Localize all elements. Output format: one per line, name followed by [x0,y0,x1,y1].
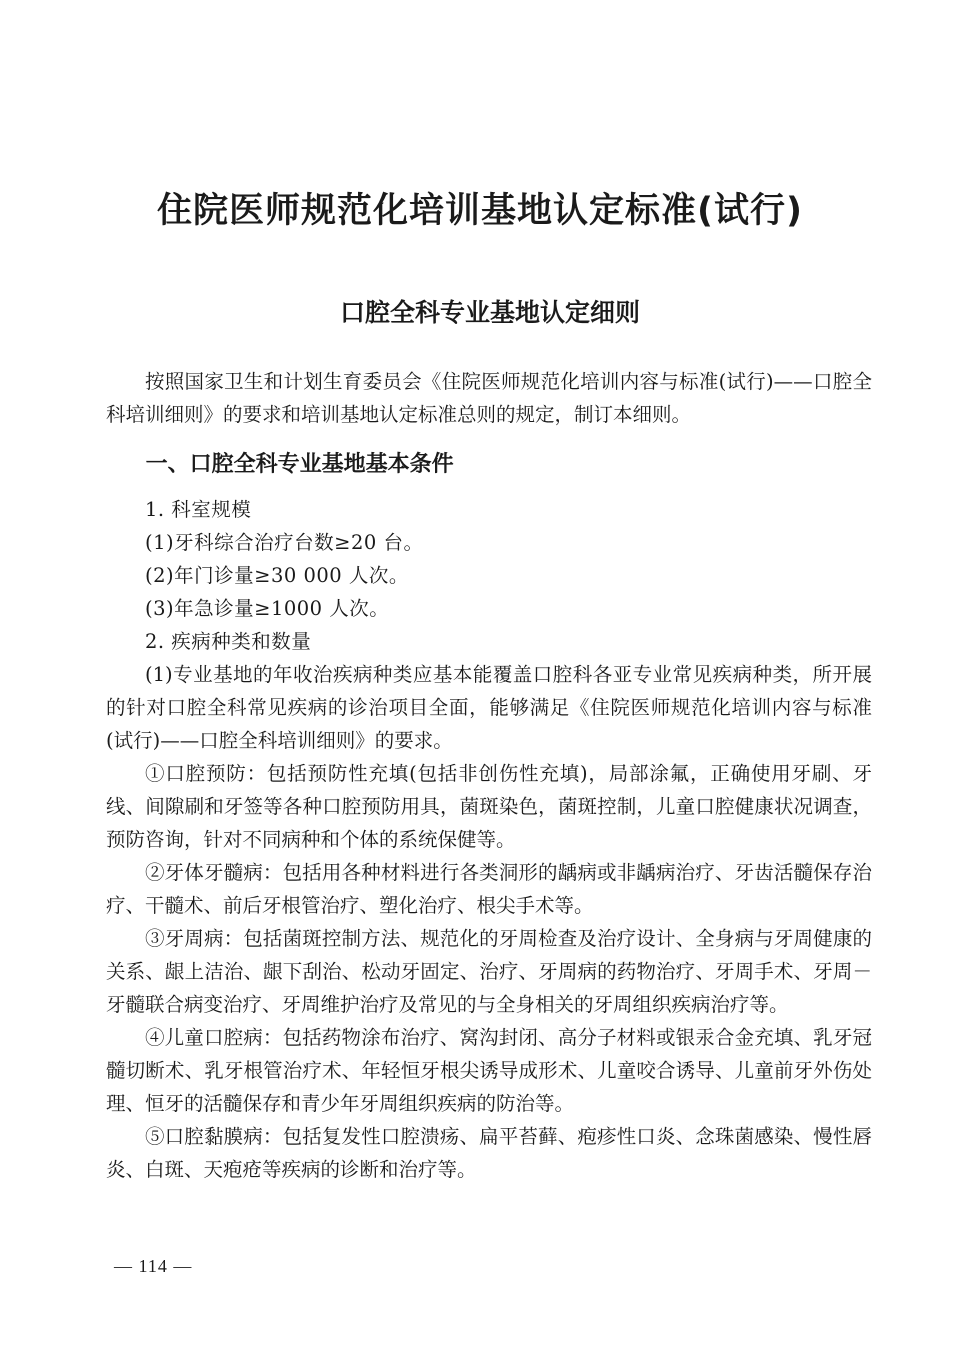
list-item: ②牙体牙髓病：包括用各种材料进行各类洞形的龋病或非龋病治疗、牙齿活髓保存治疗、干髓术、前后牙根管治疗、塑化治疗、根尖手术等。 [106,861,872,917]
paragraph: (1)专业基地的年收治疾病种类应基本能覆盖口腔科各亚专业常见疾病种类，所开展的针对口腔全科常见疾病的诊治项目全面，能够满足《住院医师规范化培训内容与标准(试行)——口腔全科培训细则》的要求。 [106,663,872,752]
list-item: (2)年门诊量≥30 000 人次。 [145,564,409,587]
list-item: (1)牙科综合治疗台数≥20 台。 [145,531,424,554]
list-item: ③牙周病：包括菌斑控制方法、规范化的牙周检查及治疗设计、全身病与牙周健康的关系、龈上洁治、龈下刮治、松动牙固定、治疗、牙周病的药物治疗、牙周手术、牙周－牙髓联合病变治疗、牙周维护治疗及常见的与全身相关的牙周组织疾病治疗等。 [106,927,872,1016]
section-heading: 一、口腔全科专业基地基本条件 [145,452,454,477]
intro-paragraph: 按照国家卫生和计划生育委员会《住院医师规范化培训内容与标准(试行)——口腔全科培训细则》的要求和培训基地认定标准总则的规定，制订本细则。 [106,370,872,426]
list-item: ⑤口腔黏膜病：包括复发性口腔溃疡、扁平苔藓、疱疹性口炎、念珠菌感染、慢性唇炎、白斑、天疱疮等疾病的诊断和治疗等。 [106,1125,872,1181]
main-title: 住院医师规范化培训基地认定标准(试行) [157,191,803,231]
sub-title: 口腔全科专业基地认定细则 [339,298,640,327]
page-number: — 114 — [114,1256,193,1276]
list-item: (3)年急诊量≥1000 人次。 [145,597,390,620]
document-body [106,365,872,1186]
list-item: ①口腔预防：包括预防性充填(包括非创伤性充填)，局部涂氟，正确使用牙刷、牙线、间隙刷和牙签等各种口腔预防用具，菌斑染色，菌斑控制，儿童口腔健康状况调查，预防咨询，针对不同病种和个体的系统保健等。 [106,762,872,851]
list-item: ④儿童口腔病：包括药物涂布治疗、窝沟封闭、高分子材料或银汞合金充填、乳牙冠髓切断术、乳牙根管治疗术、年轻恒牙根尖诱导成形术、儿童咬合诱导、儿童前牙外伤处理、恒牙的活髓保存和青少年牙周组织疾病的防治等。 [106,1026,872,1115]
subsection-heading: 2. 疾病种类和数量 [145,630,312,653]
subsection-heading: 1. 科室规模 [145,498,252,521]
